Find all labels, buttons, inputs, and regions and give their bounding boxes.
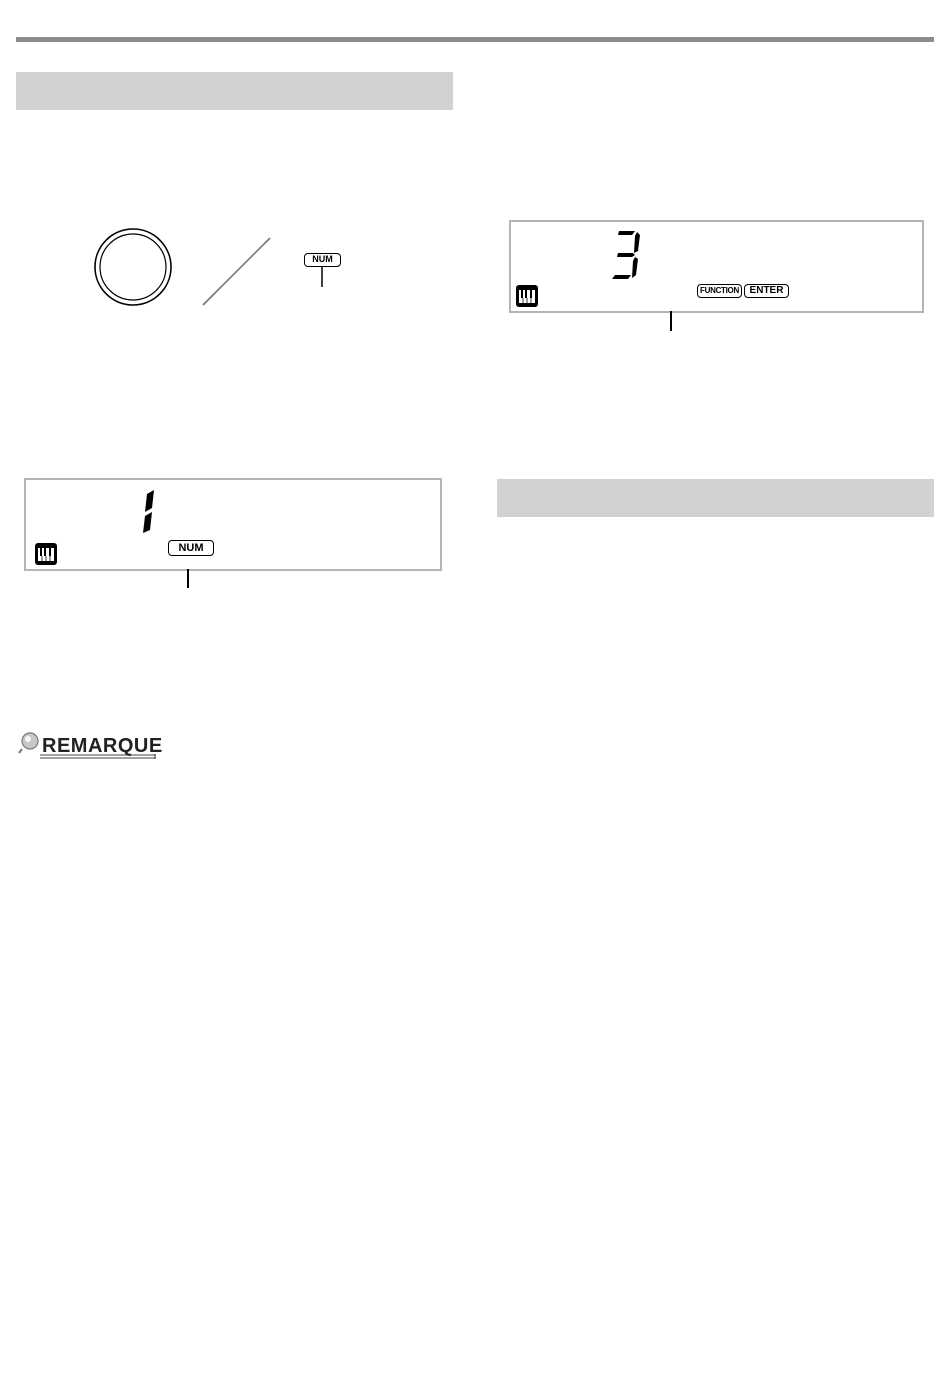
note-label: REMARQUE xyxy=(42,735,163,757)
lcd-display-right xyxy=(509,220,924,313)
lcd-digit-1-segments xyxy=(143,490,154,533)
section-header-left xyxy=(16,72,453,110)
enter-indicator-badge: ENTER xyxy=(744,284,789,298)
lcd-digit-3-segments xyxy=(612,231,640,279)
piano-keyboard-icon xyxy=(516,285,538,307)
num-indicator-badge: NUM xyxy=(304,253,341,267)
page-top-rule xyxy=(16,37,934,42)
dial-icon xyxy=(95,229,171,305)
piano-keyboard-icon xyxy=(35,543,57,565)
magnifier-icon xyxy=(18,730,42,754)
dial-diagram xyxy=(80,225,380,315)
section-header-right xyxy=(497,479,934,517)
lcd-display-left xyxy=(24,478,442,571)
callout-line xyxy=(670,311,672,331)
num-indicator-badge: NUM xyxy=(168,540,214,556)
separator-slash xyxy=(203,238,270,305)
note-heading xyxy=(18,730,163,760)
callout-line xyxy=(187,569,189,588)
function-indicator-badge: FUNCTION xyxy=(697,284,742,298)
